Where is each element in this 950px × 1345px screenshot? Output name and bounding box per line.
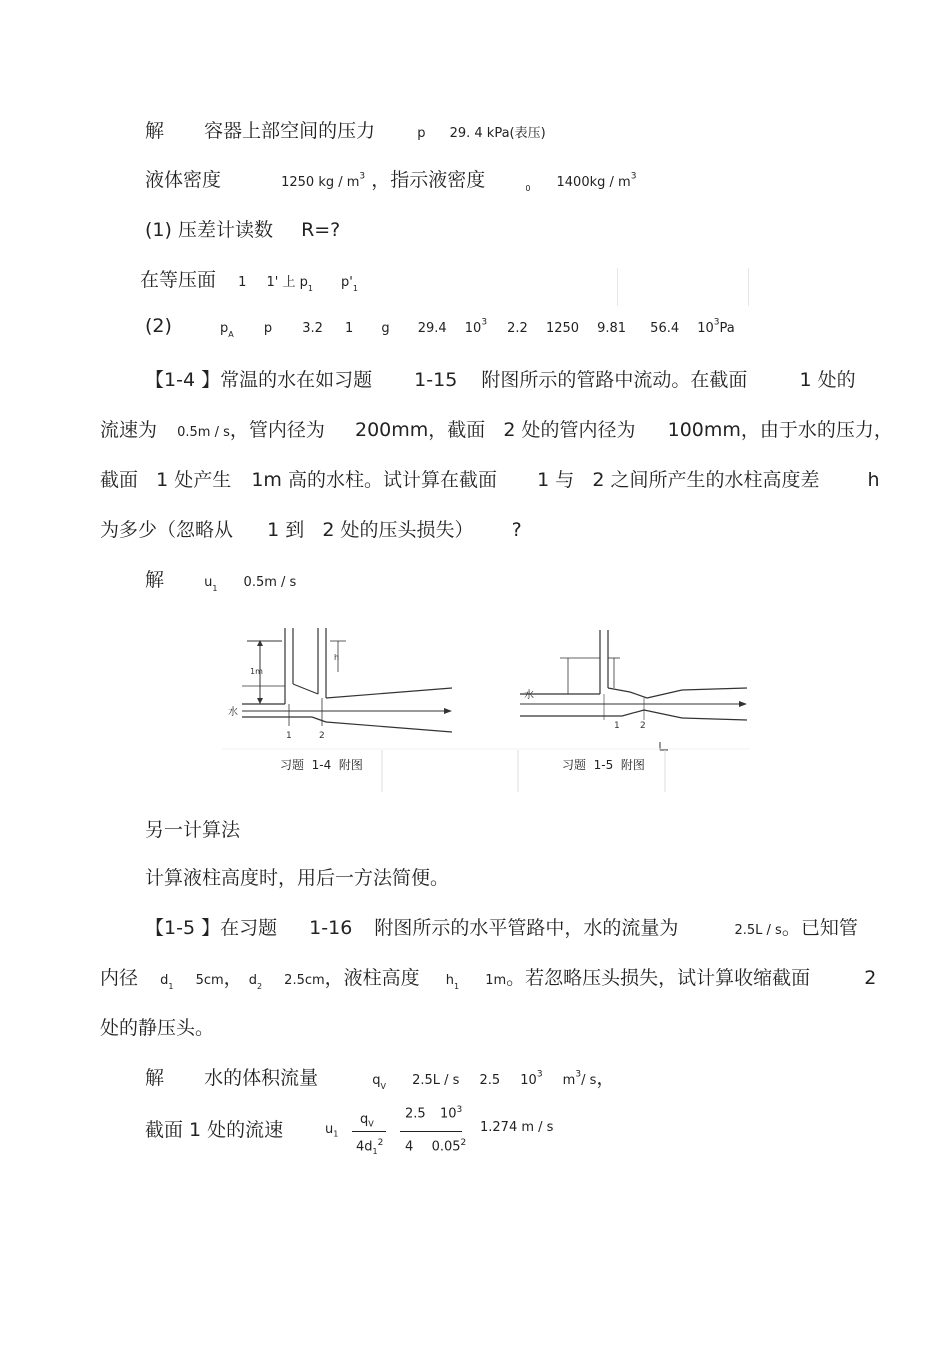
problem-1-5-row2: [100, 963, 876, 991]
exp: 2: [377, 1138, 384, 1148]
num: 1250: [545, 321, 580, 336]
problem-1-5-row1: [145, 913, 858, 940]
exp: 3: [536, 1069, 543, 1080]
unit: / s: [581, 1073, 597, 1088]
exp: 3: [630, 171, 637, 182]
sym: d: [364, 1139, 373, 1155]
sym: u: [204, 575, 213, 590]
text: 流速为: [100, 419, 158, 441]
text: 2: [864, 967, 877, 989]
unit: m: [562, 1073, 576, 1088]
num: 4: [356, 1139, 365, 1155]
num: 2.5L / s: [412, 1073, 460, 1088]
text: ，指示液密度: [371, 169, 486, 191]
num: 1.274: [480, 1120, 518, 1135]
text: 截面 1 处的流速: [145, 1119, 284, 1141]
artifact-line: [617, 268, 618, 306]
text: 在等压面: [140, 269, 217, 291]
text: (1) 压差计读数: [145, 219, 273, 241]
question-line: [145, 215, 340, 242]
text: 截面: [100, 469, 139, 491]
problem-1-5-row3: 处的静压头。: [100, 1017, 215, 1039]
num: 10: [464, 321, 482, 336]
sub: 1: [333, 1129, 339, 1139]
frac2-denominator: [405, 1138, 466, 1154]
problem-1-4-row3: [100, 465, 880, 492]
text: R=?: [301, 219, 341, 241]
text: 附图所示的水平管路中，水的流量为: [374, 917, 679, 939]
sub: 1: [352, 283, 358, 293]
pressure-value: 29. 4 kPa(表压): [449, 126, 546, 141]
section-2-left: 2: [319, 731, 325, 741]
text: 1 与: [537, 469, 575, 491]
text: 2 处的压头损失）: [322, 519, 474, 541]
text: 200mm: [354, 419, 429, 441]
num: 29.4: [417, 321, 447, 336]
text: ，截面: [428, 419, 486, 441]
label-jie: 解: [145, 120, 165, 142]
water-label-left: 水: [228, 707, 238, 718]
figure-block: [222, 616, 750, 792]
sym: p: [263, 321, 273, 336]
volume-flow-line: [145, 1063, 615, 1091]
water-label-right: 水: [524, 690, 534, 701]
text: 1' 上 p: [266, 275, 308, 290]
num: 10: [439, 1106, 457, 1122]
problem-1-4-row2: [100, 415, 893, 442]
num: 2.5cm: [284, 973, 325, 988]
num: 4: [405, 1139, 414, 1155]
num: 1: [345, 321, 354, 336]
num: 0.05: [431, 1139, 461, 1155]
text: ，: [223, 967, 243, 989]
text: 为多少（忽略从: [100, 519, 234, 541]
num: 5cm: [195, 973, 224, 988]
density-value: 1250 kg / m: [281, 175, 360, 190]
num: 1: [238, 275, 247, 290]
sym: p: [220, 321, 229, 336]
text: 0.5m / s: [177, 425, 230, 440]
text: 1m 高的水柱。试计算在截面: [251, 469, 497, 491]
problem-1-4-row4: [100, 515, 522, 542]
sym: q: [372, 1073, 381, 1088]
sym: h: [445, 973, 455, 988]
num: 2.5: [479, 1073, 501, 1088]
exp: 3: [481, 317, 488, 328]
sub: 1: [454, 981, 460, 991]
isobar-line: [140, 265, 358, 293]
text: h: [867, 469, 880, 491]
text: 1-16: [309, 917, 353, 939]
num: 9.81: [597, 321, 627, 336]
sym: u: [325, 1122, 334, 1137]
unit: m / s: [521, 1120, 554, 1135]
text: ，: [596, 1067, 616, 1089]
text: 1 到: [267, 519, 305, 541]
equation-line-2: [145, 315, 735, 339]
caption-1-4: 习题 1-4 附图: [280, 758, 363, 772]
num: 56.4: [650, 321, 680, 336]
sym: d: [248, 973, 257, 988]
sub: 1: [307, 283, 313, 293]
section-2-right: 2: [640, 721, 646, 731]
text: ，由于水的压力，: [740, 419, 893, 441]
text: 水的体积流量: [204, 1067, 319, 1089]
text: 内径: [100, 967, 139, 989]
text: 2 处的管内径为: [503, 419, 636, 441]
text: 。已知管: [781, 917, 858, 939]
text: 容器上部空间的压力: [204, 120, 376, 142]
frac1-denominator: [356, 1138, 383, 1156]
text: 【1-5 】在习题: [145, 917, 278, 939]
problem-1-4-row1: [145, 365, 856, 392]
text: (2): [145, 315, 172, 337]
text: 2 之间所产生的水柱高度差: [592, 469, 820, 491]
text: ，液柱高度: [324, 967, 420, 989]
text: 解: [145, 569, 165, 591]
sub: 2: [256, 981, 263, 991]
rho0-sub: 0: [525, 183, 531, 193]
num: 2.2: [507, 321, 528, 336]
caption-1-5: 习题 1-5 附图: [562, 758, 645, 772]
h-label: h: [334, 653, 340, 662]
text: ?: [511, 519, 522, 541]
text: 。若忽略压头损失，试计算收缩截面: [506, 967, 811, 989]
frac2-bar: [400, 1131, 462, 1132]
frac1-numerator: [360, 1112, 374, 1129]
num: 2.5: [405, 1106, 426, 1122]
indicator-density: 1400kg / m: [556, 175, 631, 190]
sub: V: [368, 1119, 374, 1129]
sub: V: [380, 1081, 386, 1091]
alt-method: 另一计算法: [145, 819, 241, 841]
velocity-line: [145, 1115, 283, 1142]
text: ，管内径为: [229, 419, 325, 441]
label-density: 液体密度: [145, 169, 222, 191]
text: 附图所示的管路中流动。在截面: [481, 369, 748, 391]
sub: A: [228, 329, 234, 339]
num: 3.2: [302, 321, 323, 336]
height-label: 1m: [250, 667, 263, 676]
exp: 3: [359, 171, 366, 182]
velocity-result: [480, 1120, 553, 1135]
frac2-numerator: [405, 1105, 462, 1121]
solution-line-1: [145, 116, 546, 143]
exp: 3: [713, 317, 720, 328]
u1-symbol: [325, 1122, 338, 1139]
text: 100mm: [667, 419, 741, 441]
num: 10: [697, 321, 714, 336]
text: p': [341, 275, 353, 290]
sub: 1: [212, 583, 218, 593]
num: 10: [520, 1073, 537, 1088]
text: 1 处产生: [156, 469, 232, 491]
sub: 1: [168, 981, 174, 991]
sym: d: [160, 973, 169, 988]
sub: 1: [372, 1146, 378, 1156]
artifact-line: [748, 268, 749, 306]
exp: 3: [456, 1105, 463, 1115]
text: 1 处的: [799, 369, 856, 391]
solution-u1-line: [145, 565, 296, 593]
num: 1m: [485, 973, 507, 988]
exp: 2: [460, 1138, 467, 1148]
text: 1-15: [414, 369, 458, 391]
frac1-bar: [352, 1131, 386, 1132]
unit: Pa: [719, 321, 735, 336]
section-1-left: 1: [286, 731, 292, 741]
flow-rate: 2.5L / s: [734, 923, 782, 938]
density-line: [145, 165, 636, 193]
text: 【1-4 】常温的水在如习题: [145, 369, 373, 391]
note-line: 计算液柱高度时，用后一方法简便。: [145, 867, 450, 889]
exp: 3: [575, 1069, 582, 1080]
symbol-p: p: [417, 126, 426, 141]
text: 解: [145, 1067, 165, 1089]
num: 0.5m / s: [243, 575, 297, 590]
section-1-right: 1: [614, 721, 620, 731]
sym: g: [381, 321, 390, 336]
sym: q: [360, 1112, 369, 1127]
